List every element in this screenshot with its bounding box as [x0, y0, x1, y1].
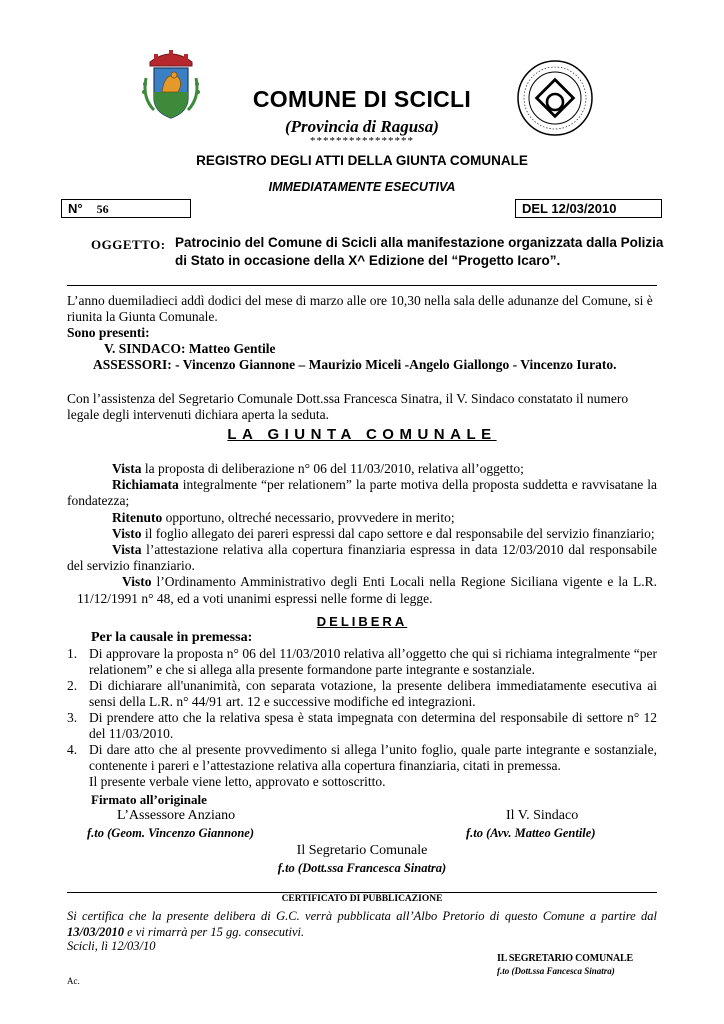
certificate-signature-name: f.to (Dott.ssa Fancesca Sinatra)	[497, 966, 615, 976]
subject-label: OGGETTO:	[91, 237, 166, 252]
assessor-signature-name: f.to (Geom. Vincenzo Giannone)	[87, 826, 255, 840]
mayor-signature-title: Il V. Sindaco	[506, 808, 579, 823]
resolutions-list	[67, 646, 657, 790]
assistance-paragraph: Con l’assistenza del Segretario Comunale Dott.ssa Francesca Sinatra, il V. Sindaco constatato il numero legale degli intervenuti dichiara aperta la seduta.	[67, 391, 629, 422]
premise-item: Ritenuto opportuno, oltreché necessario, provvedere in merito;	[112, 509, 455, 525]
subject-text: Patrocinio del Comune di Scicli alla manifestazione organizzata dalla Polizia di Stato in occasione della X^ Edizione del “Progetto Icaro”.	[175, 235, 664, 268]
date-value: DEL 12/03/2010	[522, 201, 617, 216]
signed-original-label: Firmato all’originale	[91, 792, 207, 807]
list-item: 2. Di dichiarare all'unanimità, con separata votazione, la presente delibera immediatamente esecutiva ai sensi della L.R. n° 44/91 art. 12 e successive modifiche ed integrazioni.	[67, 678, 657, 709]
premise-item: Richiamata integralmente “per relationem” la parte motiva della proposta suddetta e ravvisatane la fondatezza;	[67, 477, 657, 509]
closing-statement: Il presente verbale viene letto, approvato e sottoscritto.	[89, 774, 386, 789]
footer-initials: Ac.	[67, 976, 80, 986]
attendee-mayor: V. SINDACO: Matteo Gentile	[104, 341, 276, 356]
document-date-box	[515, 199, 662, 218]
premise-item: Visto l’Ordinamento Amministrativo degli Enti Locali nella Regione Siciliana vigente e la L.R. 11/12/1991 n° 48, ed a voti unanimi espressi nelle forme di legge.	[77, 574, 657, 606]
certificate-signature-title: IL SEGRETARIO COMUNALE	[497, 953, 633, 964]
province-subtitle: (Provincia di Ragusa)	[285, 117, 439, 136]
divider	[67, 285, 657, 286]
divider	[67, 892, 657, 893]
certificate-place-date: Scicli, lì 12/03/10	[67, 939, 156, 953]
premises-block	[67, 461, 657, 607]
page-title: COMUNE DI SCICLI	[252, 86, 472, 112]
secretary-signature-name: f.to (Dott.ssa Francesca Sinatra)	[277, 861, 447, 875]
premise-item: Visto il foglio allegato dei pareri espressi dal capo settore e dal responsabile del servizio finanziario;	[112, 525, 655, 541]
publication-date: 13/03/2010	[67, 924, 124, 939]
number-label: N°	[68, 201, 83, 216]
certificate-text: Si certifica che la presente delibera di G.C. verrà pubblicata all’Albo Pretorio di questo Comune a partire dal 13/03/2010 e vi rimarrà per 15 gg. consecutivi.	[67, 909, 657, 939]
list-item: 1. Di approvare la proposta n° 06 del 11/03/2010 relativa all’oggetto che qui si richiama integralmente “per relationem” e che si allega alla presente formandone parte integrante e sostanziale.	[67, 646, 657, 677]
list-item: 4. Di dare atto che al presente provvedimento si allega l’unito foglio, quale parte integrante e sostanziale, contenente i pareri e l’attestazione relativa alla copertura finanziaria, citati in premessa.	[67, 742, 657, 773]
stars-divider: ****************	[310, 135, 414, 147]
document-number-box	[61, 199, 191, 218]
number-value: 56	[96, 202, 109, 216]
certificate-title: CERTIFICATO DI PUBBLICAZIONE	[281, 894, 443, 904]
causale-label: Per la causale in premessa:	[91, 630, 253, 645]
meeting-intro: L’anno duemiladieci addì dodici del mese di marzo alle ore 10,30 nella sala delle adunanze del Comune, si è riunita la Giunta Comunale.	[67, 293, 653, 324]
attendee-assessors: ASSESSORI: - Vincenzo Giannone – Maurizio Miceli -Angelo Giallongo - Vincenzo Iurato.	[93, 357, 617, 372]
premise-item: Vista la proposta di deliberazione n° 06 del 11/03/2010, relativa all’oggetto;	[112, 461, 524, 476]
register-heading: REGISTRO DEGLI ATTI DELLA GIUNTA COMUNALE	[196, 153, 528, 168]
giunta-heading: LA GIUNTA COMUNALE	[227, 426, 497, 443]
delibera-heading: DELIBERA	[316, 614, 408, 629]
executive-label: IMMEDIATAMENTE ESECUTIVA	[268, 180, 456, 194]
mayor-signature-name: f.to (Avv. Matteo Gentile)	[466, 826, 596, 840]
premise-item: Vista l’attestazione relativa alla copertura finanziaria espressa in data 12/03/2010 dal responsabile del servizio finanziario.	[67, 542, 657, 574]
secretary-signature-title: Il Segretario Comunale	[296, 843, 428, 858]
assessor-signature-title: L’Assessore Anziano	[117, 808, 236, 823]
attendees-label: Sono presenti:	[67, 325, 150, 340]
list-item: 3. Di prendere atto che la relativa spesa è stata impegnata con determina del responsabile di settore n° 12 del 11/03/2010.	[67, 710, 657, 741]
